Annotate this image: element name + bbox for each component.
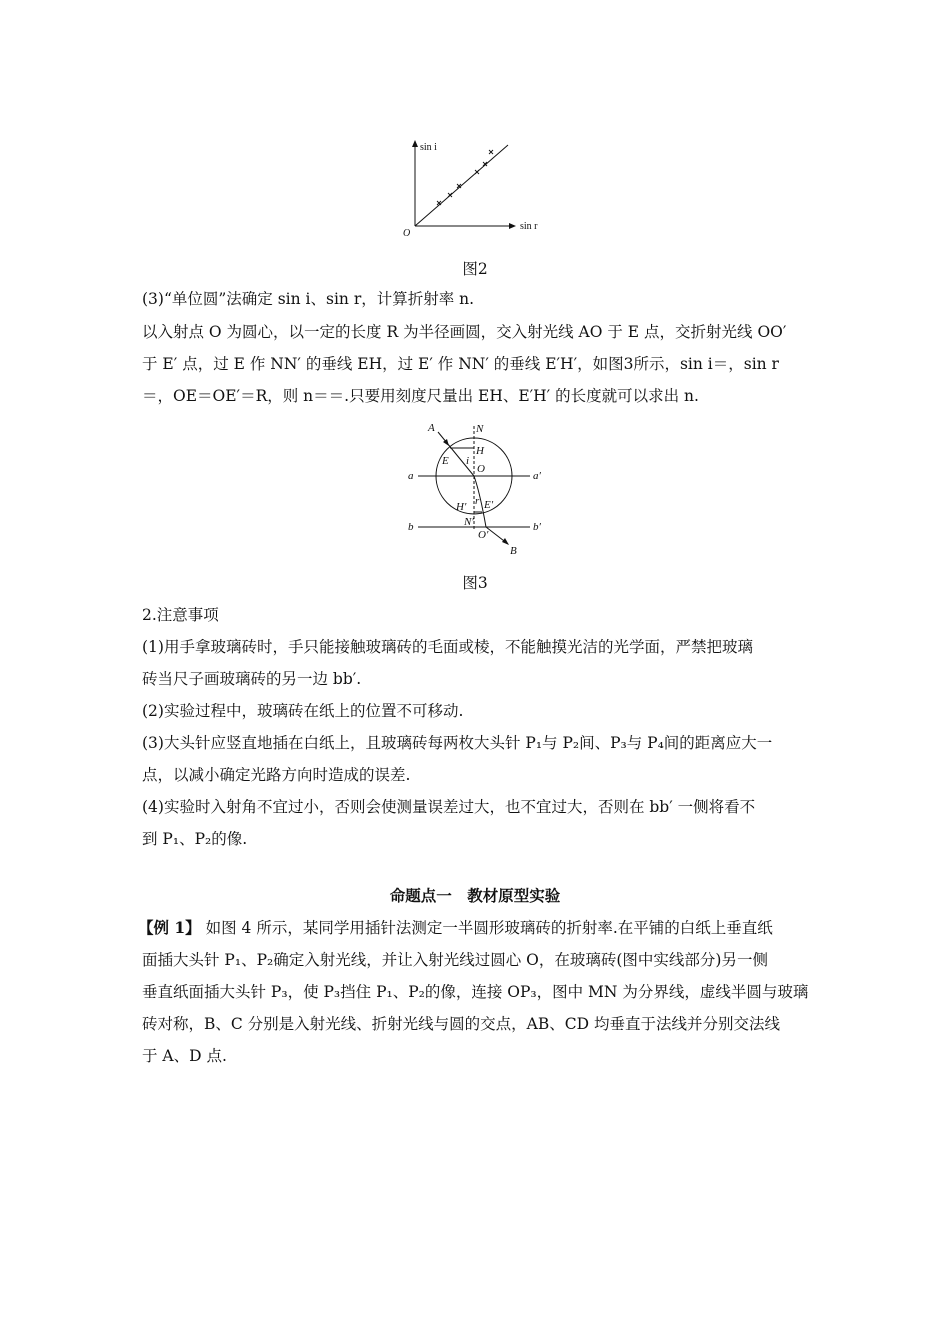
incident-ray-arrow (443, 439, 449, 446)
data-point (475, 170, 479, 174)
notes-line: (3)大头针应竖直地插在白纸上，且玻璃砖每两枚大头针 P₁与 P₂间、P₃与 P₄间的距离应大一 (142, 734, 773, 752)
label-b-prime: b′ (533, 521, 541, 533)
method-3-paragraph-line-3: ＝，OE＝OE′＝R，则 n＝＝.只要用刻度尺量出 EH、E′H′ 的长度就可以求出 n. (142, 387, 699, 405)
label-H-prime: H′ (456, 501, 467, 513)
data-point (448, 193, 452, 197)
method-3-heading: (3)“单位圆”法确定 sin i、sin r，计算折射率 n. (142, 290, 475, 308)
notes-line: (1)用手拿玻璃砖时，手只能接触玻璃砖的毛面或棱，不能触摸光洁的光学面，严禁把玻璃 (142, 638, 753, 656)
example-text: 如图 4 所示，某同学用插针法测定一半圆形玻璃砖的折射率.在平铺的白纸上垂直纸 (205, 919, 773, 937)
label-O: O (477, 463, 485, 475)
notes-heading: 2.注意事项 (142, 606, 219, 624)
label-r: r (475, 495, 480, 507)
label-E-prime: E′ (484, 499, 494, 511)
notes-line: 到 P₁、P₂的像. (142, 830, 248, 848)
figure-3-unit-circle-diagram (400, 418, 560, 560)
example-tag: 【例 1】 (138, 918, 201, 937)
label-b: b (408, 521, 414, 533)
example-line: 砖对称，B、C 分别是入射光线、折射光线与圆的交点，AB、CD 均垂直于法线并分别交法线 (142, 1015, 780, 1033)
example-line: 垂直纸面插大头针 P₃，使 P₃挡住 P₁、P₂的像，连接 OP₃，图中 MN 为分界线，虚线半圆与玻璃 (142, 983, 809, 1001)
data-point-markers (437, 150, 493, 205)
example-line-1 (138, 917, 773, 939)
x-axis-label: sin r (520, 221, 538, 232)
label-E: E (442, 455, 449, 467)
label-a-prime: a′ (533, 470, 541, 482)
data-point (437, 201, 441, 205)
section-title: 命题点一 教材原型实验 (389, 886, 561, 905)
y-axis-label: sin i (420, 142, 437, 153)
label-N: N (476, 423, 484, 435)
figure-2-graph (400, 130, 560, 242)
figure-2-caption: 图2 (462, 260, 488, 278)
label-a: a (408, 470, 414, 482)
label-O-prime: O′ (478, 529, 489, 541)
notes-line: (2)实验过程中，玻璃砖在纸上的位置不可移动. (142, 702, 464, 720)
figure-3-caption: 图3 (462, 574, 488, 592)
x-axis-arrow (509, 223, 516, 229)
emergent-ray-arrow (502, 538, 509, 545)
label-A: A (428, 422, 435, 434)
notes-line: 砖当尺子画玻璃砖的另一边 bb′. (142, 670, 362, 688)
notes-line: (4)实验时入射角不宜过小，否则会使测量误差过大，也不宜过大，否则在 bb′ 一侧将看不 (142, 798, 756, 816)
method-3-paragraph-line-2: 于 E′ 点，过 E 作 NN′ 的垂线 EH，过 E′ 作 NN′ 的垂线 E′H′，如图3所示，sin i＝，sin r (142, 355, 779, 373)
example-line: 面插大头针 P₁、P₂确定入射光线，并让入射光线过圆心 O，在玻璃砖(图中实线部分)另一侧 (142, 951, 768, 969)
origin-label: O (403, 228, 411, 239)
fit-line (415, 145, 508, 226)
y-axis-arrow (412, 140, 418, 147)
label-N-prime: N′ (464, 516, 474, 528)
example-line: 于 A、D 点. (142, 1047, 227, 1065)
label-H: H (476, 445, 484, 457)
label-i: i (466, 455, 470, 467)
data-point (489, 150, 493, 154)
method-3-paragraph-line-1: 以入射点 O 为圆心，以一定的长度 R 为半径画圆，交入射光线 AO 于 E 点，交折射光线 OO′ (142, 323, 787, 341)
notes-line: 点，以减小确定光路方向时造成的误差. (142, 766, 411, 784)
label-B: B (510, 545, 517, 557)
